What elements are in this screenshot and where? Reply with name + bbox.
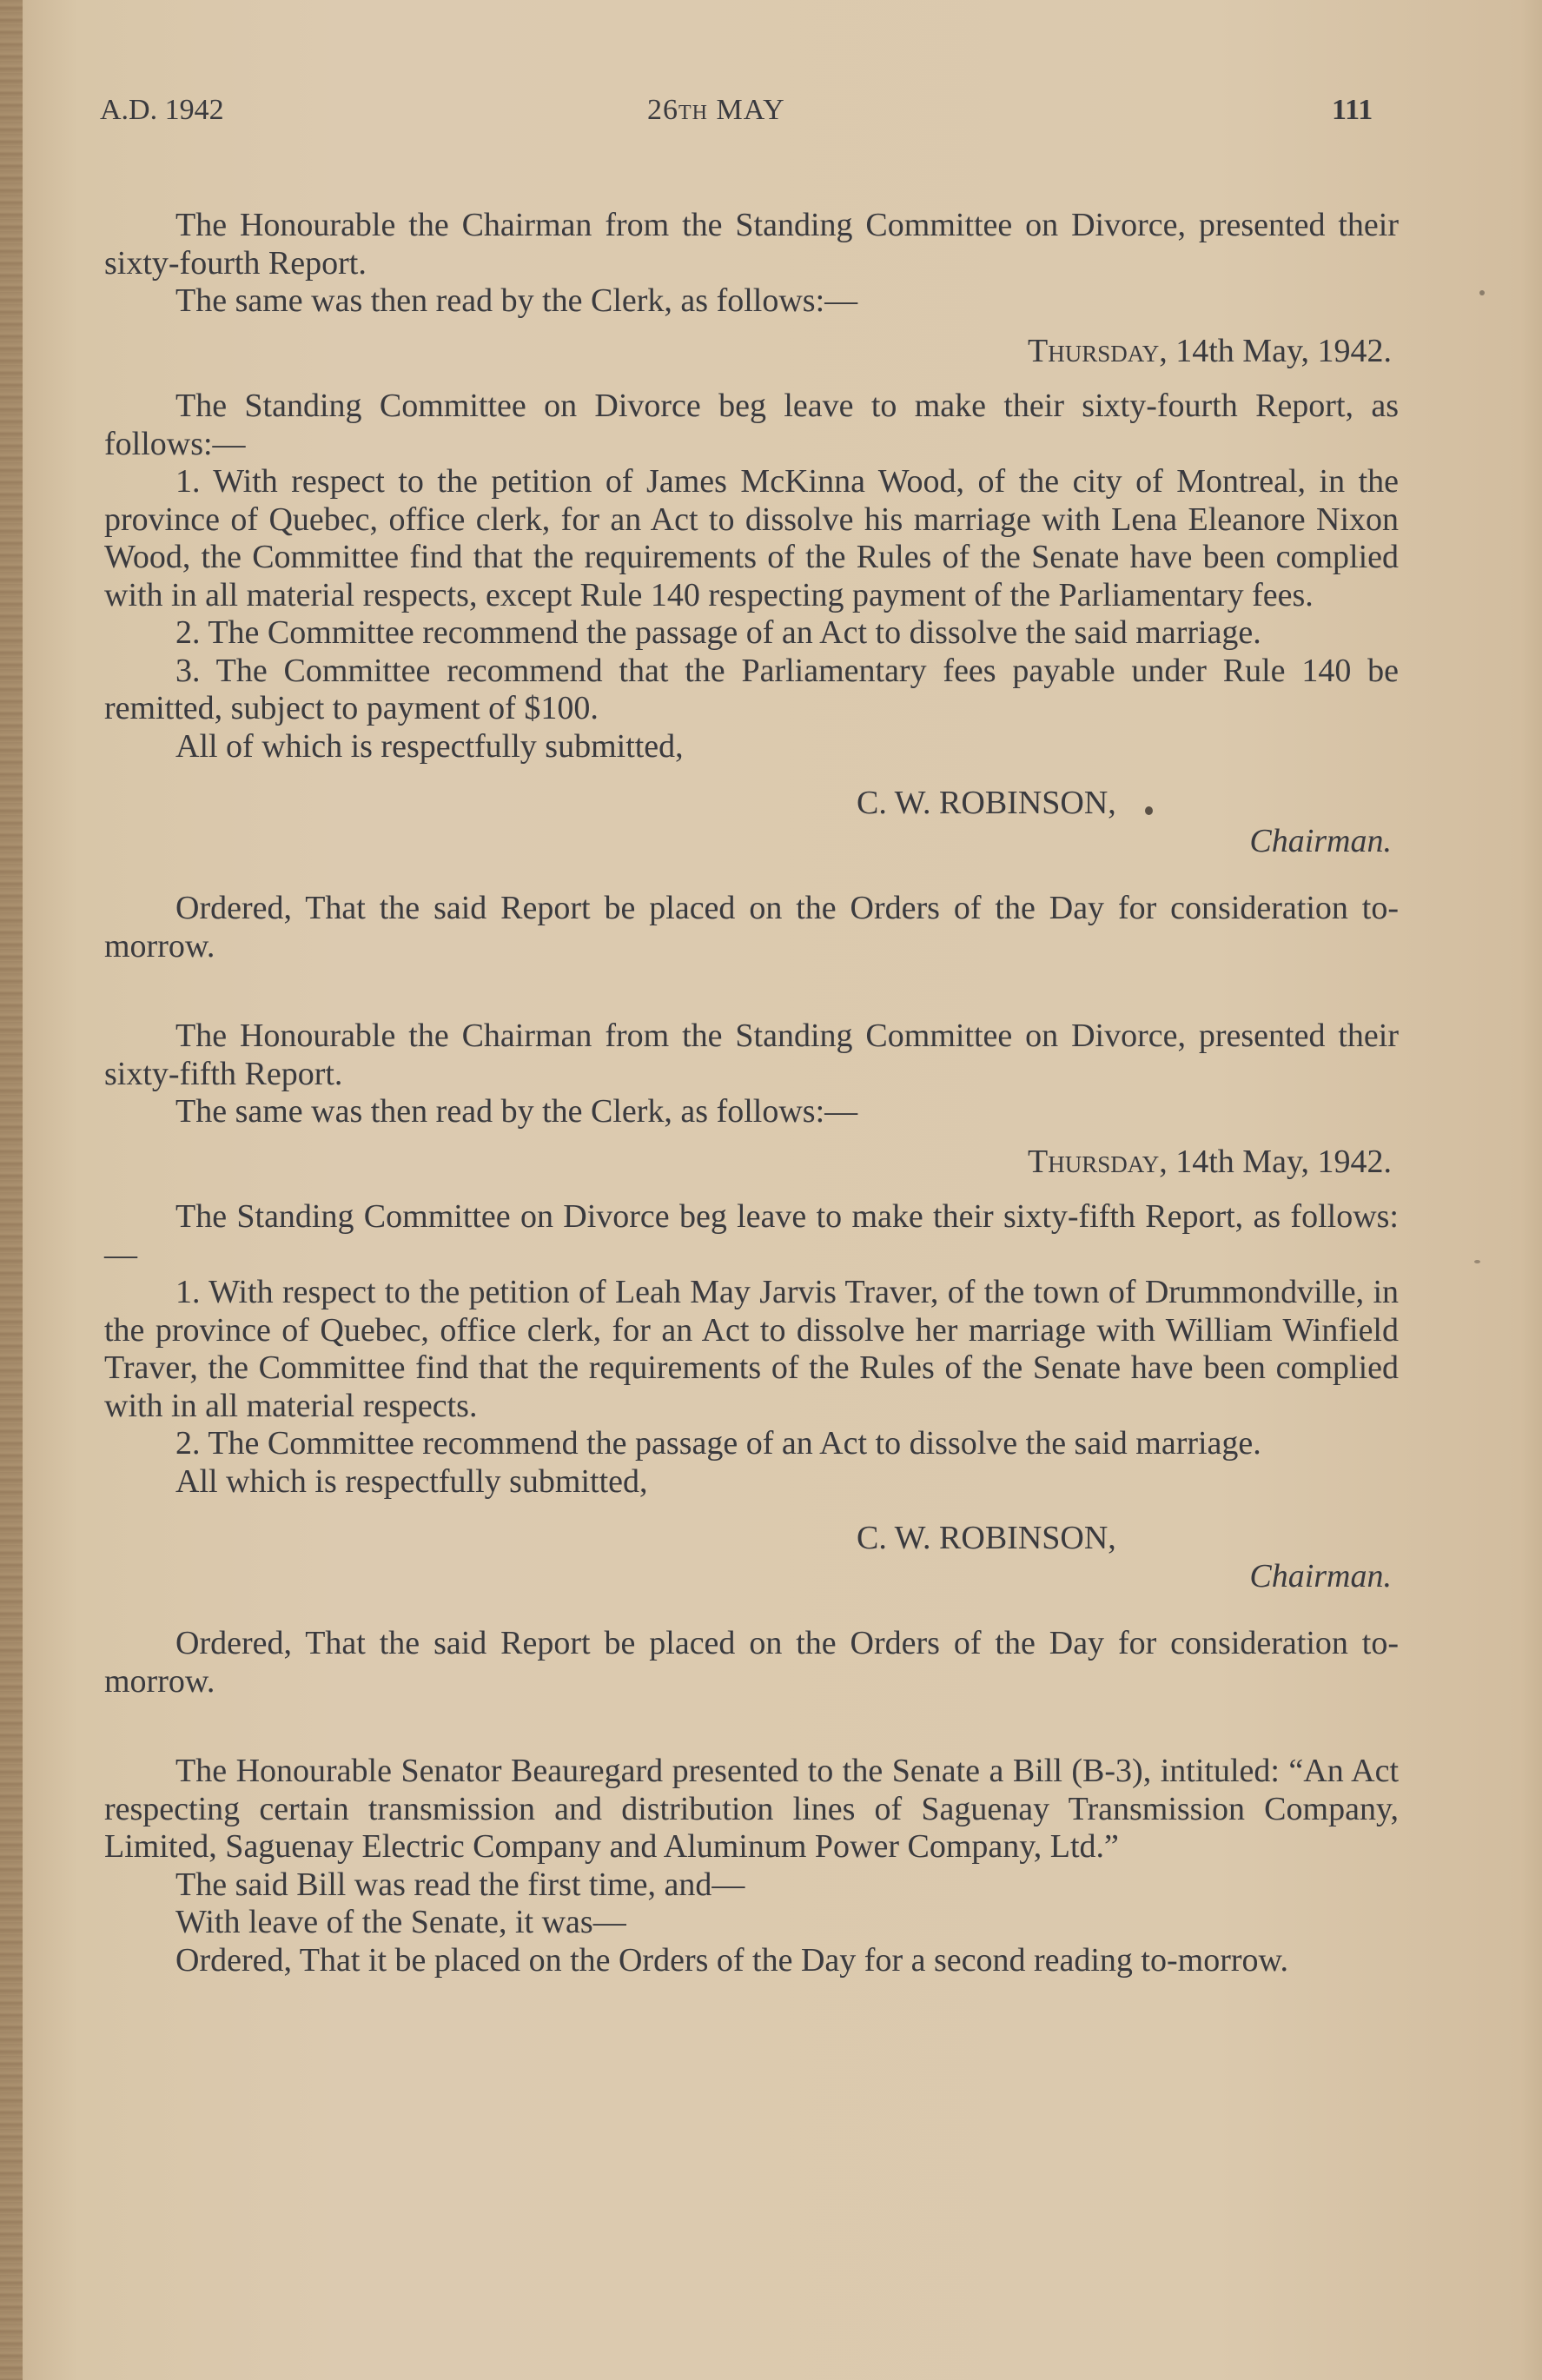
report-item: 3. The Committee recommend that the Parliamentary fees payable under Rule 140 be remitted, subject to payment of $100. [104, 652, 1399, 726]
report-intro: The Honourable the Chairman from the Standing Committee on Divorce, presented their sixty-fifth Report. [104, 1018, 1399, 1092]
report-item: 2. The Committee recommend the passage of an Act to dissolve the said marriage. [175, 1425, 1261, 1462]
header-month: MAY [716, 94, 785, 126]
order-text: Ordered, That the said Report be placed on the Orders of the Day for consideration to-morrow. [104, 890, 1399, 965]
report-body-intro: The Standing Committee on Divorce beg leave to make their sixty-fifth Report, as follows:— [104, 1198, 1399, 1273]
report-item: 2. The Committee recommend the passage of an Act to dissolve the said marriage. [175, 614, 1261, 651]
page-body [104, 207, 1399, 1979]
report-closing: All of which is respectfully submitted, [175, 727, 684, 765]
report-intro: The Honourable the Chairman from the Standing Committee on Divorce, presented their sixty-fourth Report. [104, 207, 1399, 282]
page-number: 111 [1332, 94, 1373, 126]
signer-name: C. W. ROBINSON, [857, 1520, 1116, 1556]
report-date [104, 333, 1399, 371]
report-date-rest: 14th May, 1942. [1175, 332, 1392, 369]
paper-speck [1479, 290, 1485, 295]
report-read-line: The same was then read by the Clerk, as follows:— [175, 282, 858, 319]
header-day-suffix: TH [678, 102, 708, 124]
order-text: Ordered, That the said Report be placed on the Orders of the Day for consideration to-morrow. [104, 1625, 1399, 1700]
report-closing: All which is respectfully submitted, [175, 1462, 648, 1500]
report-date-weekday: Thursday, [1027, 332, 1168, 369]
header-day: 26 [647, 94, 678, 126]
header-date [647, 94, 785, 127]
report-date-rest: 14th May, 1942. [1175, 1143, 1392, 1180]
report-date [104, 1144, 1399, 1182]
bill-leave: With leave of the Senate, it was— [175, 1904, 626, 1940]
bill-b3-presentation [104, 1753, 1399, 1979]
report-body-intro: The Standing Committee on Divorce beg leave to make their sixty-fourth Report, as follows:— [104, 388, 1399, 462]
running-header [0, 94, 1542, 146]
bill-order: Ordered, That it be placed on the Orders of the Day for a second reading to-morrow. [175, 1941, 1288, 1979]
report-item: 1. With respect to the petition of Leah May Jarvis Traver, of the town of Drummondville, in the province of Quebec, office clerk, for an Act to dissolve her marriage with William Winfield Traver, the Committee find that the requirements of the Rules of the Senate have been complied with in all material respects. [104, 1274, 1399, 1424]
sixty-fifth-report [104, 1018, 1399, 1700]
signer-title: Chairman. [1249, 822, 1392, 859]
paper-speck [1145, 806, 1153, 815]
header-year: A.D. 1942 [100, 94, 224, 126]
bill-intro: The Honourable Senator Beauregard presented to the Senate a Bill (B-3), intituled: “An Act respecting certain transmission and distribution lines of Saguenay Transmission Company, Limited, Saguenay Electric Company and Aluminum Power Company, Ltd.” [104, 1753, 1399, 1865]
report-read-line: The same was then read by the Clerk, as follows:— [175, 1093, 858, 1130]
report-item: 1. With respect to the petition of James McKinna Wood, of the city of Montreal, in the province of Quebec, office clerk, for an Act to dissolve his marriage with Lena Eleanore Nixon Wood, the Committee find that the requirements of the Rules of the Senate have been complied with in all material respects, except Rule 140 respecting payment of the Parliamentary fees. [104, 463, 1399, 613]
bill-first-reading: The said Bill was read the first time, and— [175, 1866, 745, 1903]
paper-speck [1474, 1260, 1480, 1263]
sixty-fourth-report [104, 207, 1399, 965]
signer-title: Chairman. [1249, 1557, 1392, 1594]
page-binding-edge [0, 0, 23, 2380]
signer-name: C. W. ROBINSON, [857, 785, 1116, 821]
report-date-weekday: Thursday, [1027, 1143, 1168, 1180]
